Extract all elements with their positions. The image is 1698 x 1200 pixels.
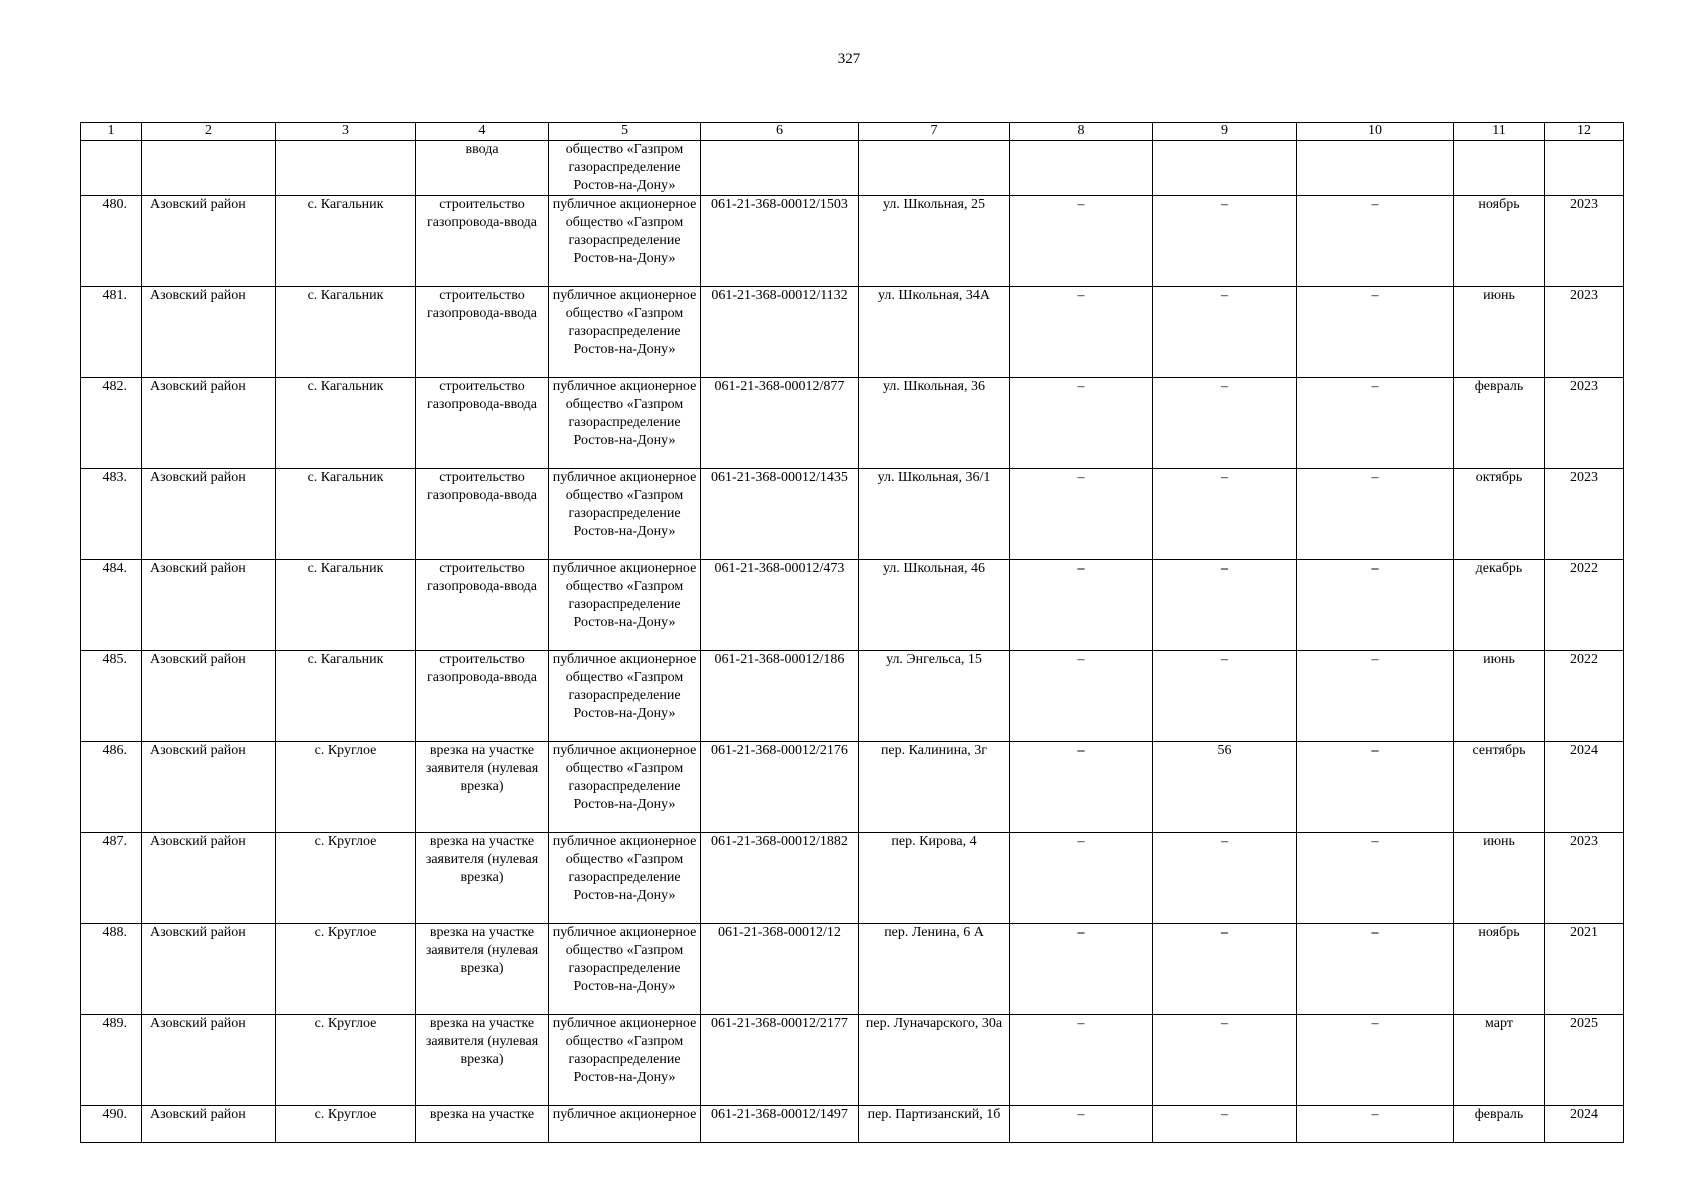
table-row [81,469,1624,560]
cell-organization: публичное акционерное [549,1106,701,1143]
table-body [81,141,1624,1143]
cell-settlement: с. Круглое [276,1106,416,1143]
cell-month: февраль [1454,1106,1545,1143]
column-header-3: 3 [276,123,416,141]
table-row [81,1015,1624,1106]
cell-organization: публичное акционерное общество «Газпром газораспределение Ростов-на-Дону» [549,469,701,560]
cell-value-col-10: – [1297,287,1454,378]
cell-value-col-8: – [1010,378,1153,469]
cell-organization: публичное акционерное общество «Газпром газораспределение Ростов-на-Дону» [549,742,701,833]
cell-value-col-9: – [1153,651,1297,742]
cell-organization: публичное акционерное общество «Газпром газораспределение Ростов-на-Дону» [549,287,701,378]
cell-settlement: с. Кагальник [276,651,416,742]
cell-value-col-9: – [1153,1015,1297,1106]
cell-value-col-8: – [1010,742,1153,833]
cell-month: июнь [1454,287,1545,378]
column-header-11: 11 [1454,123,1545,141]
cell-value-col-9: – [1153,833,1297,924]
cell-address: ул. Школьная, 25 [859,196,1010,287]
cell-district: Азовский район [142,924,276,1015]
cell-district: Азовский район [142,378,276,469]
column-header-9: 9 [1153,123,1297,141]
column-header-5: 5 [549,123,701,141]
cell-settlement: с. Круглое [276,1015,416,1106]
cell-row-number: 481. [81,287,142,378]
cell-row-number [81,141,142,196]
cell-address: пер. Ленина, 6 А [859,924,1010,1015]
cell-month: февраль [1454,378,1545,469]
cell-value-col-8: – [1010,1015,1153,1106]
cell-value-col-8: – [1010,651,1153,742]
cell-application-number: 061-21-368-00012/1132 [701,287,859,378]
cell-address: ул. Школьная, 36/1 [859,469,1010,560]
cell-application-number: 061-21-368-00012/1882 [701,833,859,924]
cell-organization: публичное акционерное общество «Газпром газораспределение Ростов-на-Дону» [549,196,701,287]
cell-settlement: с. Круглое [276,742,416,833]
cell-value-col-10: – [1297,742,1454,833]
cell-value-col-8: – [1010,1106,1153,1143]
column-header-6: 6 [701,123,859,141]
cell-year: 2022 [1545,651,1624,742]
table-row [81,833,1624,924]
cell-value-col-10: – [1297,469,1454,560]
column-header-7: 7 [859,123,1010,141]
cell-application-number: 061-21-368-00012/12 [701,924,859,1015]
cell-value-col-8: – [1010,469,1153,560]
cell-month: март [1454,1015,1545,1106]
cell-address: пер. Калинина, 3г [859,742,1010,833]
cell-organization: публичное акционерное общество «Газпром газораспределение Ростов-на-Дону» [549,833,701,924]
cell-year: 2024 [1545,742,1624,833]
cell-district: Азовский район [142,560,276,651]
cell-application-number: 061-21-368-00012/2176 [701,742,859,833]
cell-work-type: врезка на участке заявителя (нулевая врезка) [416,1015,549,1106]
cell-value-col-8: – [1010,196,1153,287]
cell-application-number: 061-21-368-00012/2177 [701,1015,859,1106]
cell-year: 2023 [1545,196,1624,287]
cell-month: ноябрь [1454,924,1545,1015]
cell-year: 2023 [1545,287,1624,378]
cell-value-col-10: – [1297,378,1454,469]
cell-value-col-10: – [1297,560,1454,651]
cell-organization: публичное акционерное общество «Газпром газораспределение Ростов-на-Дону» [549,560,701,651]
cell-work-type: врезка на участке заявителя (нулевая врезка) [416,742,549,833]
cell-work-type: врезка на участке [416,1106,549,1143]
column-header-10: 10 [1297,123,1454,141]
cell-work-type: врезка на участке заявителя (нулевая врезка) [416,924,549,1015]
page-number: 327 [837,51,861,67]
cell-work-type: ввода [416,141,549,196]
cell-settlement: с. Кагальник [276,378,416,469]
cell-year: 2023 [1545,378,1624,469]
cell-district [142,141,276,196]
cell-month: октябрь [1454,469,1545,560]
cell-row-number: 490. [81,1106,142,1143]
cell-value-col-9: – [1153,287,1297,378]
cell-value-col-9 [1153,141,1297,196]
table-row [81,651,1624,742]
cell-value-col-10: – [1297,924,1454,1015]
cell-settlement: с. Круглое [276,924,416,1015]
cell-value-col-8: – [1010,287,1153,378]
table-row [81,742,1624,833]
cell-row-number: 485. [81,651,142,742]
cell-district: Азовский район [142,469,276,560]
cell-settlement [276,141,416,196]
cell-value-col-10: – [1297,196,1454,287]
cell-value-col-10: – [1297,833,1454,924]
cell-year: 2024 [1545,1106,1624,1143]
cell-address: пер. Кирова, 4 [859,833,1010,924]
cell-settlement: с. Кагальник [276,287,416,378]
cell-month: ноябрь [1454,196,1545,287]
cell-month: июнь [1454,651,1545,742]
cell-organization: публичное акционерное общество «Газпром газораспределение Ростов-на-Дону» [549,924,701,1015]
cell-value-col-9: – [1153,196,1297,287]
cell-year: 2025 [1545,1015,1624,1106]
cell-work-type: строительство газопровода-ввода [416,287,549,378]
cell-address: ул. Школьная, 36 [859,378,1010,469]
cell-organization: публичное акционерное общество «Газпром газораспределение Ростов-на-Дону» [549,1015,701,1106]
cell-value-col-9: – [1153,469,1297,560]
cell-value-col-8: – [1010,560,1153,651]
cell-address: пер. Партизанский, 1б [859,1106,1010,1143]
cell-application-number: 061-21-368-00012/1503 [701,196,859,287]
cell-value-col-9: – [1153,560,1297,651]
cell-address: ул. Школьная, 34А [859,287,1010,378]
column-header-1: 1 [81,123,142,141]
cell-year: 2021 [1545,924,1624,1015]
cell-settlement: с. Кагальник [276,469,416,560]
cell-organization: публичное акционерное общество «Газпром газораспределение Ростов-на-Дону» [549,378,701,469]
cell-district: Азовский район [142,651,276,742]
cell-application-number: 061-21-368-00012/186 [701,651,859,742]
cell-value-col-9: – [1153,378,1297,469]
cell-row-number: 482. [81,378,142,469]
cell-district: Азовский район [142,1106,276,1143]
cell-year: 2022 [1545,560,1624,651]
cell-value-col-8: – [1010,924,1153,1015]
cell-value-col-9: 56 [1153,742,1297,833]
cell-address [859,141,1010,196]
cell-month [1454,141,1545,196]
table-row [81,196,1624,287]
cell-address: ул. Школьная, 46 [859,560,1010,651]
cell-address: пер. Луначарского, 30а [859,1015,1010,1106]
cell-row-number: 483. [81,469,142,560]
cell-organization: публичное акционерное общество «Газпром газораспределение Ростов-на-Дону» [549,651,701,742]
cell-settlement: с. Круглое [276,833,416,924]
cell-organization: общество «Газпром газораспределение Ростов-на-Дону» [549,141,701,196]
cell-address: ул. Энгельса, 15 [859,651,1010,742]
cell-value-col-10: – [1297,1106,1454,1143]
cell-value-col-10: – [1297,1015,1454,1106]
cell-row-number: 486. [81,742,142,833]
cell-month: июнь [1454,833,1545,924]
table-row [81,141,1624,196]
cell-row-number: 487. [81,833,142,924]
cell-value-col-8: – [1010,833,1153,924]
cell-row-number: 480. [81,196,142,287]
cell-application-number [701,141,859,196]
table-row [81,924,1624,1015]
cell-month: сентябрь [1454,742,1545,833]
cell-work-type: врезка на участке заявителя (нулевая врезка) [416,833,549,924]
column-number-row [81,123,1624,141]
column-header-12: 12 [1545,123,1624,141]
column-header-4: 4 [416,123,549,141]
cell-work-type: строительство газопровода-ввода [416,651,549,742]
cell-district: Азовский район [142,287,276,378]
cell-value-col-9: – [1153,1106,1297,1143]
cell-settlement: с. Кагальник [276,196,416,287]
cell-value-col-10 [1297,141,1454,196]
cell-month: декабрь [1454,560,1545,651]
table-row [81,1106,1624,1143]
cell-district: Азовский район [142,1015,276,1106]
table-row [81,287,1624,378]
cell-row-number: 489. [81,1015,142,1106]
cell-value-col-10: – [1297,651,1454,742]
cell-year: 2023 [1545,833,1624,924]
table-header [81,123,1624,141]
cell-row-number: 488. [81,924,142,1015]
cell-work-type: строительство газопровода-ввода [416,196,549,287]
cell-district: Азовский район [142,742,276,833]
column-header-8: 8 [1010,123,1153,141]
column-header-2: 2 [142,123,276,141]
cell-district: Азовский район [142,833,276,924]
cell-application-number: 061-21-368-00012/1435 [701,469,859,560]
cell-year: 2023 [1545,469,1624,560]
cell-application-number: 061-21-368-00012/877 [701,378,859,469]
cell-settlement: с. Кагальник [276,560,416,651]
table-row [81,378,1624,469]
registry-table [80,122,1624,1143]
table-row [81,560,1624,651]
cell-row-number: 484. [81,560,142,651]
cell-work-type: строительство газопровода-ввода [416,560,549,651]
cell-application-number: 061-21-368-00012/1497 [701,1106,859,1143]
cell-work-type: строительство газопровода-ввода [416,469,549,560]
cell-work-type: строительство газопровода-ввода [416,378,549,469]
cell-application-number: 061-21-368-00012/473 [701,560,859,651]
cell-value-col-9: – [1153,924,1297,1015]
cell-value-col-8 [1010,141,1153,196]
cell-year [1545,141,1624,196]
cell-district: Азовский район [142,196,276,287]
